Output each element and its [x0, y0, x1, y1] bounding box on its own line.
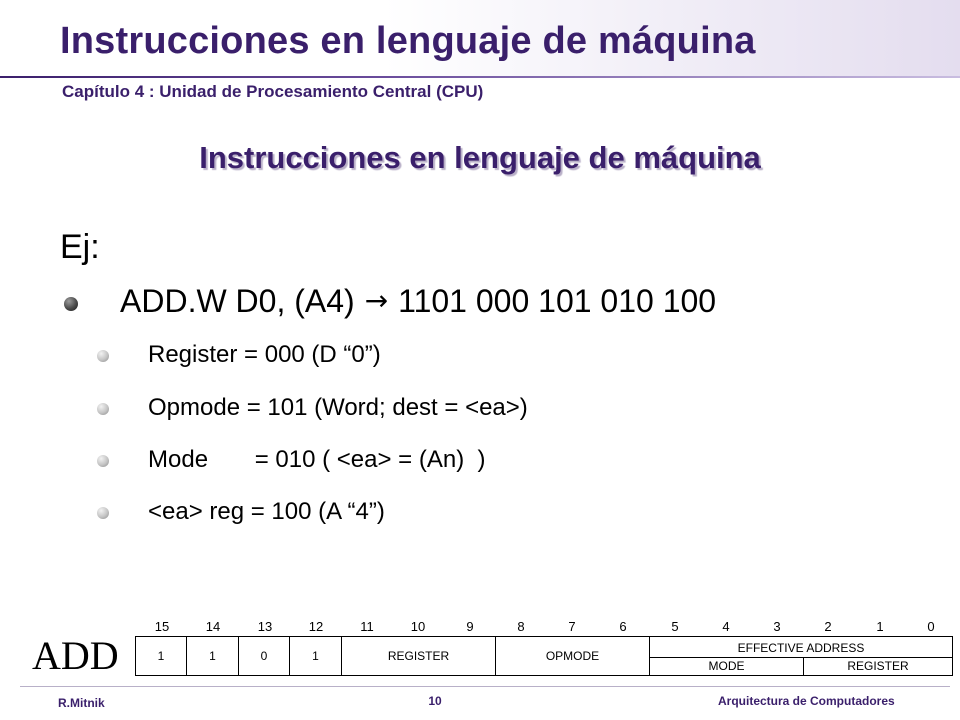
- page-number: 10: [428, 694, 442, 708]
- footer-course: Arquitectura de Computadores: [718, 694, 895, 708]
- right-arrow-icon: →: [364, 284, 389, 317]
- effective-address-label: EFFECTIVE ADDRESS: [737, 641, 865, 655]
- bit-number: 7: [568, 619, 576, 634]
- bit-number: 15: [154, 619, 170, 634]
- bit-number: 11: [360, 619, 374, 634]
- bit-number: 12: [308, 619, 324, 634]
- ea-register-field: REGISTER: [847, 659, 909, 673]
- bit-cell: 1: [290, 637, 342, 675]
- sub-bullet-opmode: Opmode = 101 (Word; dest = <ea>): [148, 394, 528, 421]
- bit-number: 9: [466, 619, 474, 634]
- sub-bullet-dot-icon: [97, 455, 109, 467]
- bullet-dot-icon: [64, 297, 78, 311]
- effective-address-field: [650, 637, 952, 675]
- sub-bullet-ea-reg: <ea> reg = 100 (A “4”): [148, 498, 385, 525]
- header-divider: [0, 76, 960, 78]
- bit-number: 2: [824, 619, 832, 634]
- add-label: ADD: [32, 633, 119, 678]
- bit-number: 4: [722, 619, 730, 634]
- header-title: Instrucciones en lenguaje de máquina: [60, 20, 756, 62]
- encoding-text: 1101 000 101 010 100: [398, 283, 717, 319]
- sub-bullet-dot-icon: [97, 507, 109, 519]
- instruction-text: ADD.W D0, (A4): [120, 283, 355, 319]
- main-bullet: [120, 283, 716, 320]
- bit-number: 13: [257, 619, 273, 634]
- intro-text: Ej:: [60, 228, 100, 266]
- bit-number: 10: [410, 619, 426, 634]
- instruction-format-table: [135, 636, 953, 676]
- mode-field: MODE: [708, 659, 745, 673]
- bit-number: 8: [517, 619, 525, 634]
- header-subtitle: Capítulo 4 : Unidad de Procesamiento Central (CPU): [62, 82, 484, 101]
- bit-number: 3: [773, 619, 781, 634]
- bit-number: 14: [205, 619, 221, 634]
- opmode-field: OPMODE: [496, 637, 650, 675]
- bit-number: 1: [876, 619, 884, 634]
- sub-bullet-dot-icon: [97, 403, 109, 415]
- bit-number: 0: [927, 619, 935, 634]
- footer-author: R.Mitnik: [58, 696, 105, 710]
- register-field: REGISTER: [342, 637, 496, 675]
- bit-cell: 0: [239, 637, 290, 675]
- bit-number: 6: [619, 619, 627, 634]
- sub-bullet-register: Register = 000 (D “0”): [148, 341, 381, 368]
- sub-bullet-dot-icon: [97, 350, 109, 362]
- footer-divider: [20, 686, 950, 687]
- bit-cell: 1: [187, 637, 239, 675]
- bit-number: 5: [671, 619, 679, 634]
- bit-number-row: [135, 619, 955, 637]
- sub-bullet-mode: Mode = 010 ( <ea> = (An) ): [148, 446, 486, 473]
- bit-cell: 1: [136, 637, 187, 675]
- slide-heading: Instrucciones en lenguaje de máquina: [199, 140, 761, 175]
